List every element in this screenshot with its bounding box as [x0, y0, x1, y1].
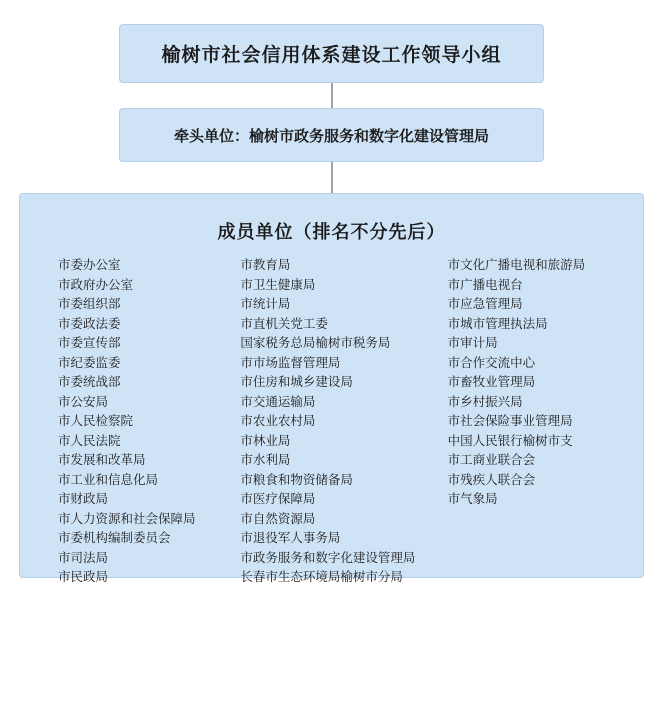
list-item: 市直机关党工委: [240, 316, 328, 331]
list-item: 市纪委监委: [58, 355, 121, 370]
connector-title-to-lead: [331, 83, 333, 108]
list-item: 市畜牧业管理局: [447, 375, 536, 389]
list-item: 市委统战部: [58, 375, 121, 389]
member-column-1: [58, 256, 240, 588]
list-item: 市广播电视台: [447, 277, 523, 292]
list-item: 市农业农村局: [240, 414, 316, 428]
list-item: 市乡村振兴局: [447, 394, 523, 409]
list-item: 市政务服务和数字化建设管理局: [240, 550, 416, 565]
list-item: 市委政法委: [58, 316, 121, 331]
list-item: 市应急管理局: [447, 297, 523, 311]
list-item: 市财政局: [58, 492, 109, 506]
lead-unit-box: [119, 108, 544, 162]
member-units-box: [19, 193, 644, 584]
list-item: 市公安局: [58, 394, 109, 409]
list-item: 市工商业联合会: [447, 453, 536, 467]
member-column-3: [448, 256, 619, 588]
list-item: 市水利局: [240, 453, 291, 467]
list-item: 国家税务总局榆树市税务局: [240, 336, 391, 350]
list-item: 市卫生健康局: [240, 277, 316, 292]
list-item: 市社会保险事业管理局: [447, 414, 573, 428]
list-item: 长春市生态环境局榆树市分局: [240, 570, 403, 584]
list-item: 中国人民银行榆树市支: [447, 433, 573, 448]
list-item: 市委机构编制委员会: [58, 531, 171, 545]
list-item: 市交通运输局: [240, 394, 316, 409]
list-item: 市退役军人事务局: [240, 531, 341, 545]
list-item: 市发展和改革局: [58, 453, 146, 467]
connector-lead-to-members: [331, 162, 333, 193]
list-item: 市政府办公室: [58, 277, 134, 292]
list-item: 市林业局: [240, 433, 291, 448]
list-item: 市残疾人联合会: [447, 472, 536, 487]
list-item: 市民政局: [58, 570, 109, 584]
list-item: 市人民法院: [58, 433, 121, 448]
list-item: 市工业和信息化局: [58, 472, 159, 487]
list-item: 市医疗保障局: [240, 492, 316, 506]
list-item: 市城市管理执法局: [447, 316, 548, 331]
list-item: 市自然资源局: [240, 511, 316, 526]
lead-unit-label: 牵头单位：榆树市政务服务和数字化建设管理局: [173, 127, 489, 145]
list-item: 市审计局: [447, 336, 498, 350]
list-item: 市市场监督管理局: [240, 355, 341, 370]
list-item: 市住房和城乡建设局: [240, 375, 353, 389]
list-item: 市粮食和物资储备局: [240, 472, 353, 487]
member-units-heading: 成员单位（排名不分先后）: [217, 222, 446, 242]
list-item: 市统计局: [240, 297, 291, 311]
list-item: 市人力资源和社会保障局: [58, 511, 196, 526]
list-item: 市教育局: [240, 258, 291, 272]
list-item: 市人民检察院: [58, 414, 134, 428]
member-units-columns: [20, 256, 643, 588]
leading-group-title: 榆树市社会信用体系建设工作领导小组: [161, 45, 502, 66]
member-column-2: [240, 256, 447, 588]
list-item: 市合作交流中心: [447, 355, 536, 370]
list-item: 市气象局: [447, 492, 498, 506]
list-item: 市文化广播电视和旅游局: [447, 258, 586, 272]
leading-group-box: [119, 24, 544, 83]
list-item: 市委办公室: [58, 258, 121, 272]
list-item: 市委宣传部: [58, 336, 121, 350]
list-item: 市委组织部: [58, 297, 121, 311]
list-item: 市司法局: [58, 550, 109, 565]
